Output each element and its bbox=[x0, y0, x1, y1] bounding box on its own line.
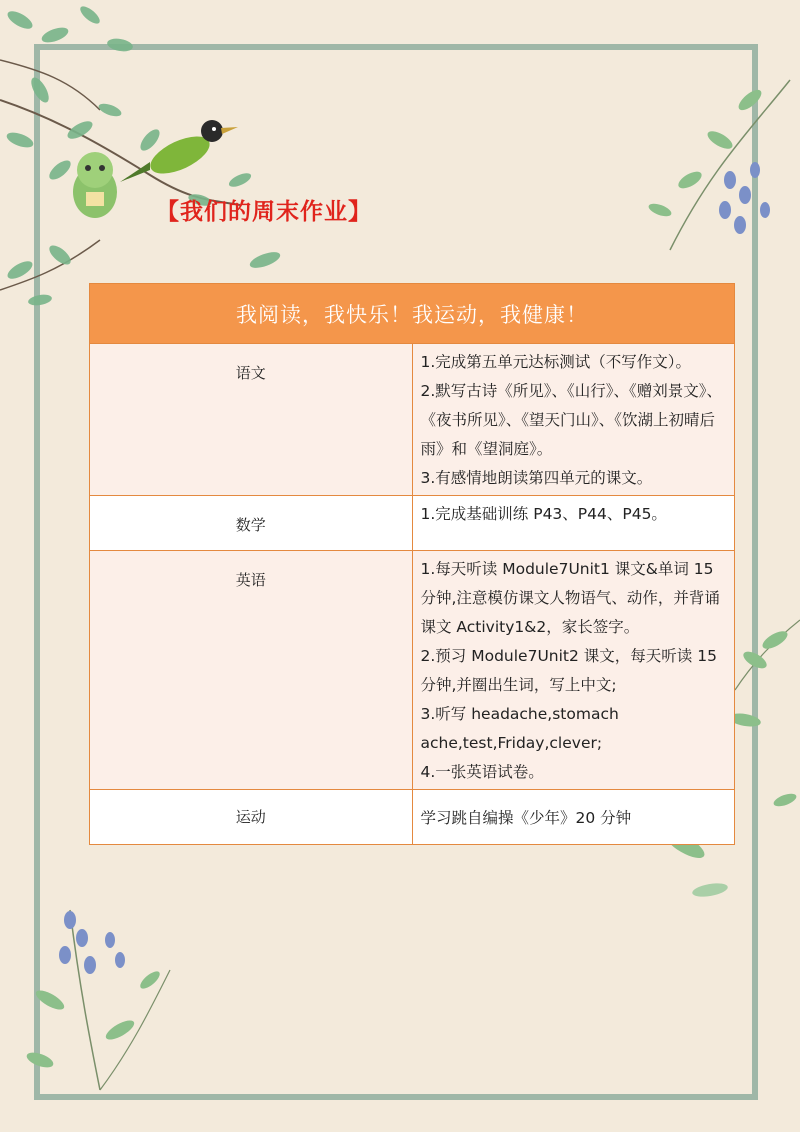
task-line: 3.听写 headache,stomach ache,test,Friday,clever; bbox=[420, 705, 619, 752]
task-line: 1.完成第五单元达标测试（不写作文）。 bbox=[420, 353, 692, 371]
subject-content bbox=[412, 790, 735, 845]
subject-label: 英语 bbox=[90, 551, 413, 790]
task-line: 1.完成基础训练 P43、P44、P45。 bbox=[420, 505, 667, 523]
task-line: 4.一张英语试卷。 bbox=[420, 763, 544, 781]
table-row-yingyu bbox=[90, 551, 735, 790]
subject-label: 数学 bbox=[90, 496, 413, 551]
subject-content bbox=[412, 496, 735, 551]
table-row-yuwen bbox=[90, 344, 735, 496]
table-banner: 我阅读，我快乐！我运动，我健康！ bbox=[90, 284, 735, 344]
table-row-shuxue bbox=[90, 496, 735, 551]
table-row-yundong bbox=[90, 790, 735, 845]
subject-label: 语文 bbox=[90, 344, 413, 496]
task-line: 1.每天听读 Module7Unit1 课文&单词 15 分钟,注意模仿课文人物语气、动作，并背诵课文 Activity1&2，家长签字。 bbox=[420, 560, 720, 636]
subject-content bbox=[412, 344, 735, 496]
task-line: 学习跳自编操《少年》20 分钟 bbox=[420, 808, 632, 827]
flower-branch-top-right-illustration bbox=[630, 70, 800, 270]
task-line: 3.有感情地朗读第四单元的课文。 bbox=[420, 469, 653, 487]
task-line: 2.预习 Module7Unit2 课文，每天听读 15 分钟,并圈出生词，写上中文; bbox=[420, 647, 717, 694]
task-line: 2.默写古诗《所见》、《山行》、《赠刘景文》、《夜书所见》、《望天门山》、《饮湖上初晴后雨》和《望洞庭》。 bbox=[420, 382, 723, 458]
page-heading: 【我们的周末作业】 bbox=[156, 198, 372, 225]
homework-table bbox=[89, 283, 735, 845]
flower-branch-bottom-left-illustration bbox=[10, 900, 190, 1100]
subject-content bbox=[412, 551, 735, 790]
subject-label: 运动 bbox=[90, 790, 413, 845]
branch-bird-illustration bbox=[0, 0, 320, 330]
